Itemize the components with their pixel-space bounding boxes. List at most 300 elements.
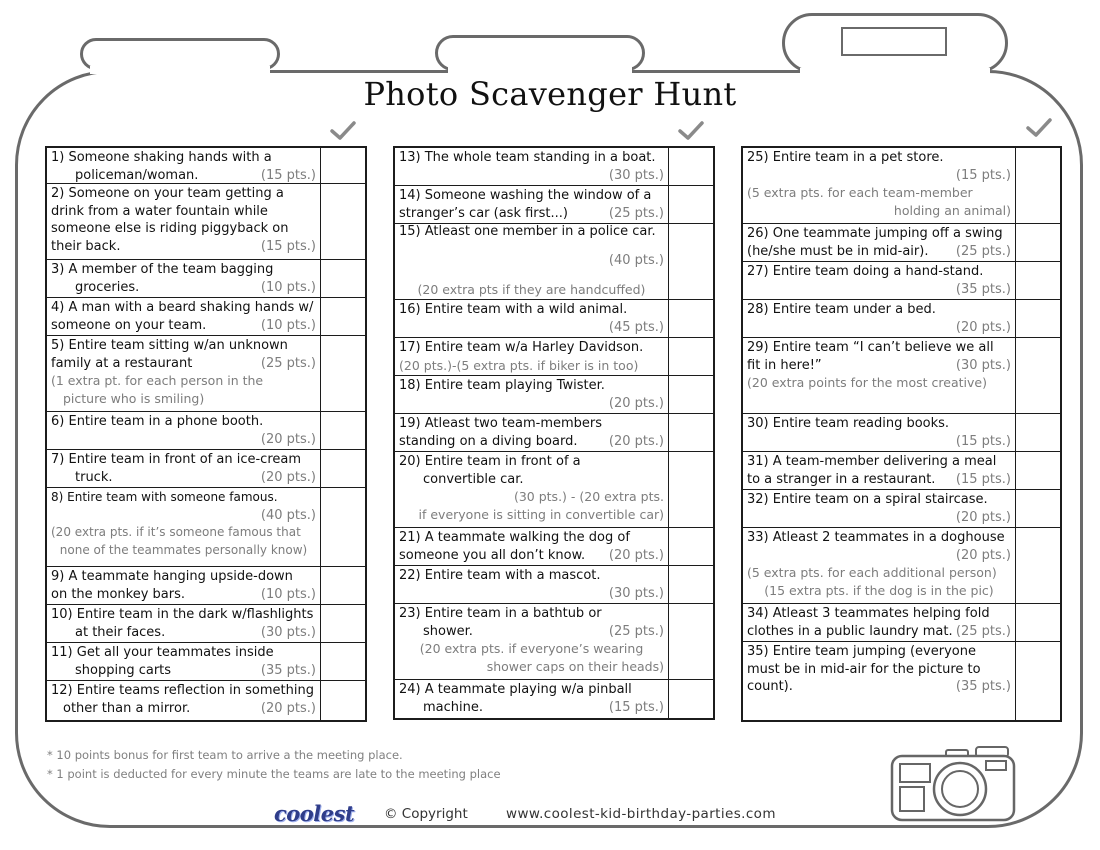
task-line — [51, 524, 316, 542]
check-box[interactable] — [321, 450, 365, 487]
task-line — [51, 682, 316, 700]
task-row — [395, 604, 713, 680]
task-line — [51, 568, 316, 586]
check-box[interactable] — [669, 528, 713, 565]
points-value: (10 pts.) — [260, 317, 316, 333]
task-text: 1) Someone shaking hands with a — [51, 150, 272, 165]
task-line — [747, 167, 1011, 185]
task-line — [747, 319, 1011, 337]
frame-joint — [448, 67, 632, 75]
task-text: 20) Entire team in front of a — [399, 454, 581, 469]
task-line — [747, 564, 1011, 582]
check-box[interactable] — [669, 338, 713, 375]
task-line — [51, 372, 316, 390]
task-row — [47, 488, 365, 567]
points-value: (15 pts.) — [955, 471, 1011, 487]
task-line — [399, 357, 664, 375]
task-line — [399, 471, 664, 489]
frame-hump-center — [435, 35, 645, 71]
check-box[interactable] — [1016, 262, 1060, 299]
check-box[interactable] — [669, 452, 713, 527]
task-row — [47, 184, 365, 260]
task-line — [747, 202, 1011, 220]
task-description — [743, 338, 1016, 413]
task-description — [47, 336, 321, 411]
task-line — [51, 337, 316, 355]
task-description — [47, 412, 321, 449]
task-row — [395, 338, 713, 376]
checkmark-icon — [1025, 117, 1053, 139]
task-description — [47, 567, 321, 604]
task-text: someone else is riding piggyback on — [51, 221, 289, 236]
check-box[interactable] — [1016, 338, 1060, 413]
check-box[interactable] — [669, 148, 713, 185]
task-line — [747, 471, 1011, 489]
task-description — [743, 604, 1016, 641]
task-text: 26) One teammate jumping off a swing — [747, 226, 1003, 241]
task-text: (5 extra pts. for each team-member — [747, 185, 973, 200]
task-text: 3) A member of the team bagging — [51, 262, 274, 277]
task-row — [395, 414, 713, 452]
points-value: (20 pts.) — [608, 433, 664, 449]
task-text: 18) Entire team playing Twister. — [399, 378, 605, 393]
task-line — [747, 623, 1011, 641]
task-description — [395, 604, 669, 679]
task-line — [399, 605, 664, 623]
task-description — [47, 184, 321, 259]
task-text: picture who is smiling) — [63, 390, 205, 406]
task-line — [747, 415, 1011, 433]
task-description — [743, 414, 1016, 451]
task-text: (20 extra pts. if it’s someone famous that — [51, 525, 301, 539]
task-row — [395, 300, 713, 338]
task-text: 9) A teammate hanging upside-down — [51, 569, 293, 584]
task-row — [47, 412, 365, 450]
task-line — [399, 658, 664, 676]
check-box[interactable] — [1016, 148, 1060, 223]
task-line — [747, 433, 1011, 451]
site-url: www.coolest-kid-birthday-parties.com — [506, 806, 776, 822]
task-description — [743, 262, 1016, 299]
check-box[interactable] — [669, 300, 713, 337]
task-text: standing on a diving board. — [399, 433, 578, 449]
points-value: (15 pts.) — [260, 238, 316, 254]
checkmark-icon — [329, 120, 357, 142]
task-line — [747, 301, 1011, 319]
task-description — [47, 643, 321, 680]
task-line — [747, 357, 1011, 375]
points-value: (15 pts.) — [955, 167, 1011, 183]
task-text: 34) Atleast 3 teammates helping fold — [747, 606, 990, 621]
task-row — [47, 567, 365, 605]
task-text: policeman/woman. — [75, 167, 199, 183]
task-row — [743, 490, 1060, 528]
task-text: shower caps on their heads) — [486, 658, 664, 674]
task-line — [399, 167, 664, 185]
task-line — [51, 431, 316, 449]
task-line — [399, 506, 664, 524]
task-description — [743, 642, 1016, 720]
task-line — [747, 281, 1011, 299]
task-line — [51, 279, 316, 297]
site-logo: coolest — [274, 801, 355, 826]
task-line — [747, 643, 1011, 661]
task-row — [743, 414, 1060, 452]
points-value: (25 pts.) — [955, 623, 1011, 639]
check-box[interactable] — [1016, 300, 1060, 337]
task-line — [399, 205, 664, 223]
task-text: 13) The whole team standing in a boat. — [399, 150, 656, 165]
task-line — [747, 453, 1011, 471]
points-value: (20 pts.) — [260, 700, 316, 716]
task-description — [743, 148, 1016, 223]
check-box[interactable] — [1016, 414, 1060, 451]
check-box[interactable] — [321, 336, 365, 411]
points-value: (10 pts.) — [260, 586, 316, 602]
task-line — [51, 606, 316, 624]
check-box[interactable] — [321, 643, 365, 680]
task-line — [51, 413, 316, 431]
task-row — [743, 262, 1060, 300]
task-line — [399, 377, 664, 395]
points-value: (35 pts.) — [955, 679, 1011, 694]
task-line — [399, 699, 664, 717]
points-value: (30 pts.) — [260, 624, 316, 640]
task-line — [399, 453, 664, 471]
task-description — [395, 376, 669, 413]
task-column-3 — [741, 146, 1062, 722]
points-value: (30 pts.) — [608, 167, 664, 183]
task-line — [747, 184, 1011, 202]
task-row — [395, 186, 713, 224]
points-value: (30 pts.) — [955, 357, 1011, 373]
task-line — [51, 167, 316, 185]
task-line — [399, 283, 664, 298]
task-line — [399, 433, 664, 451]
task-line — [747, 263, 1011, 281]
task-row — [395, 224, 713, 300]
task-text: 8) Entire team with someone famous. — [51, 490, 278, 504]
checkmark-icon — [677, 120, 705, 142]
check-box[interactable] — [669, 566, 713, 603]
task-row — [395, 566, 713, 604]
task-description — [395, 148, 669, 185]
frame-joint — [90, 66, 270, 74]
task-text: (5 extra pts. for each additional person) — [747, 565, 997, 580]
task-text: 4) A man with a beard shaking hands w/ — [51, 300, 314, 315]
check-box[interactable] — [321, 412, 365, 449]
task-line — [399, 149, 664, 167]
task-description — [395, 224, 669, 299]
task-row — [743, 452, 1060, 490]
points-value: (15 pts.) — [260, 167, 316, 183]
task-text: count). — [747, 679, 793, 694]
points-value: (15 pts.) — [608, 699, 664, 715]
check-box[interactable] — [321, 260, 365, 297]
task-row — [395, 528, 713, 566]
task-line — [399, 567, 664, 585]
task-text: shower. — [423, 623, 473, 639]
task-text: 28) Entire team under a bed. — [747, 302, 936, 317]
task-text: 16) Entire team with a wild animal. — [399, 302, 628, 317]
task-line — [51, 662, 316, 680]
task-line — [747, 509, 1011, 527]
points-value: (20 pts.) — [260, 431, 316, 447]
task-text: 29) Entire team “I can’t believe we all — [747, 340, 994, 355]
task-row — [395, 452, 713, 528]
task-line — [51, 317, 316, 335]
check-box[interactable] — [1016, 642, 1060, 720]
task-text: (1 extra pt. for each person in the — [51, 373, 264, 388]
check-box[interactable] — [669, 680, 713, 718]
task-line — [747, 678, 1011, 696]
task-text: someone you all don’t know. — [399, 547, 586, 563]
points-value: (20 pts.) — [260, 469, 316, 485]
check-box[interactable] — [1016, 604, 1060, 641]
points-value: (35 pts.) — [260, 662, 316, 678]
task-text: 10) Entire team in the dark w/flashlights — [51, 607, 314, 622]
task-text: 7) Entire team in front of an ice-cream — [51, 452, 302, 467]
task-line — [399, 269, 664, 284]
task-line — [399, 339, 664, 357]
task-row — [743, 604, 1060, 642]
check-box[interactable] — [1016, 224, 1060, 261]
task-line — [747, 374, 1011, 392]
task-text: drink from a water fountain while — [51, 203, 268, 219]
task-text: 5) Entire team sitting w/an unknown — [51, 338, 288, 353]
task-description — [395, 300, 669, 337]
task-line — [747, 582, 1011, 600]
points-value: (45 pts.) — [608, 319, 664, 335]
bonus-notes — [47, 746, 501, 784]
task-text: 19) Atleast two team-members — [399, 416, 603, 431]
points-value: (20 pts.) — [955, 547, 1011, 563]
task-line — [51, 451, 316, 469]
task-text: to a stranger in a restaurant. — [747, 471, 936, 487]
task-line — [51, 700, 316, 718]
task-text: clothes in a public laundry mat. — [747, 623, 953, 639]
check-box[interactable] — [321, 298, 365, 335]
task-line — [747, 225, 1011, 243]
task-line — [399, 319, 664, 337]
task-line — [51, 507, 316, 525]
task-line — [399, 640, 664, 658]
task-text: fit in here!” — [747, 357, 822, 373]
points-value: (20 pts.) — [608, 547, 664, 563]
task-line — [747, 243, 1011, 261]
task-text: (15 extra pts. if the dog is in the pic) — [764, 582, 994, 598]
task-text: 24) A teammate playing w/a pinball — [399, 682, 632, 697]
task-row — [743, 338, 1060, 414]
points-value: (40 pts.) — [608, 254, 664, 268]
task-text: (20 extra pts. if everyone’s wearing — [419, 641, 644, 656]
task-line — [399, 623, 664, 641]
task-description — [395, 186, 669, 223]
points-value: (20 pts.) — [955, 319, 1011, 335]
task-line — [399, 547, 664, 565]
task-description — [395, 528, 669, 565]
points-value: (10 pts.) — [260, 279, 316, 295]
task-description — [47, 681, 321, 720]
check-box[interactable] — [669, 376, 713, 413]
task-text: 2) Someone on your team getting a — [51, 186, 284, 201]
task-line — [399, 529, 664, 547]
task-text: (he/she must be in mid-air). — [747, 243, 929, 259]
task-text: 15) Atleast one member in a police car. — [399, 225, 656, 239]
points-value: (40 pts.) — [260, 507, 316, 523]
points-value: (25 pts.) — [608, 623, 664, 639]
task-text: if everyone is sitting in convertible car) — [418, 506, 664, 522]
task-text: on the monkey bars. — [51, 586, 186, 602]
task-column-2 — [393, 146, 715, 720]
task-text: none of the teammates personally know) — [59, 542, 308, 557]
task-row — [47, 681, 365, 720]
task-description — [47, 605, 321, 642]
task-text: truck. — [75, 469, 113, 485]
task-text: must be in mid-air for the picture to — [747, 661, 981, 677]
task-row — [743, 642, 1060, 720]
points-value: (20 pts.) — [955, 509, 1011, 525]
task-row — [743, 528, 1060, 604]
task-text: (30 pts.) - (20 extra pts. — [513, 489, 664, 504]
points-value: (25 pts.) — [955, 243, 1011, 259]
task-text: 35) Entire team jumping (everyone — [747, 644, 976, 659]
task-text: stranger’s car (ask first...) — [399, 205, 568, 221]
task-text: someone on your team. — [51, 317, 207, 333]
task-line — [51, 644, 316, 662]
task-description — [47, 260, 321, 297]
points-value: (30 pts.) — [608, 585, 664, 601]
copyright-text: © Copyright — [384, 806, 468, 822]
task-line — [399, 395, 664, 413]
task-line — [747, 339, 1011, 357]
check-box[interactable] — [1016, 528, 1060, 603]
check-box[interactable] — [669, 414, 713, 451]
task-row — [47, 643, 365, 681]
task-line — [51, 238, 316, 256]
task-description — [743, 224, 1016, 261]
task-text: 27) Entire team doing a hand-stand. — [747, 264, 984, 279]
task-text: 33) Atleast 2 teammates in a doghouse — [747, 530, 1005, 545]
task-text: shopping carts — [75, 662, 172, 678]
check-box[interactable] — [321, 148, 365, 183]
task-line — [399, 240, 664, 255]
task-text: other than a mirror. — [63, 700, 191, 716]
check-box[interactable] — [1016, 490, 1060, 527]
camera-icon — [890, 745, 1018, 823]
check-box[interactable] — [1016, 452, 1060, 489]
note-line: * 1 point is deducted for every minute the teams are late to the meeting place — [47, 767, 501, 781]
task-text: (20 pts.)-(5 extra pts. if biker is in too) — [399, 357, 639, 373]
task-text: 17) Entire team w/a Harley Davidson. — [399, 340, 644, 355]
task-description — [47, 298, 321, 335]
task-row — [743, 224, 1060, 262]
task-row — [47, 450, 365, 488]
task-line — [747, 661, 1011, 679]
points-value: (15 pts.) — [955, 433, 1011, 449]
task-row — [743, 148, 1060, 224]
task-description — [743, 452, 1016, 489]
check-box[interactable] — [321, 488, 365, 566]
task-description — [47, 488, 321, 566]
task-description — [395, 338, 669, 375]
task-description — [395, 414, 669, 451]
task-row — [47, 605, 365, 643]
task-line — [51, 624, 316, 642]
task-row — [395, 680, 713, 718]
task-line — [51, 390, 316, 408]
check-box[interactable] — [669, 604, 713, 679]
task-description — [743, 490, 1016, 527]
task-line — [747, 605, 1011, 623]
task-text: 6) Entire team in a phone booth. — [51, 414, 264, 429]
task-description — [395, 452, 669, 527]
task-description — [395, 680, 669, 718]
task-line — [51, 355, 316, 373]
page-title: Photo Scavenger Hunt — [363, 75, 737, 113]
task-text: groceries. — [75, 279, 140, 295]
task-description — [743, 300, 1016, 337]
task-line — [399, 225, 664, 240]
task-description — [47, 450, 321, 487]
task-line — [51, 149, 316, 167]
task-line — [747, 491, 1011, 509]
task-text: 23) Entire team in a bathtub or — [399, 606, 602, 621]
check-box[interactable] — [669, 224, 713, 299]
check-box[interactable] — [321, 184, 365, 259]
task-line — [747, 149, 1011, 167]
task-row — [47, 148, 365, 184]
note-line: * 10 points bonus for first team to arrive a the meeting place. — [47, 748, 403, 762]
task-description — [47, 148, 321, 183]
task-line — [51, 469, 316, 487]
check-box[interactable] — [321, 567, 365, 604]
task-text: convertible car. — [423, 471, 524, 487]
task-line — [51, 203, 316, 221]
points-value: (20 pts.) — [608, 395, 664, 411]
task-row — [47, 298, 365, 336]
task-line — [51, 220, 316, 238]
task-text: machine. — [423, 699, 483, 715]
task-row — [395, 148, 713, 186]
task-description — [395, 566, 669, 603]
task-text: 32) Entire team on a spiral staircase. — [747, 492, 988, 507]
task-line — [399, 301, 664, 319]
task-line — [51, 542, 316, 560]
task-line — [51, 299, 316, 317]
points-value: (25 pts.) — [608, 205, 664, 221]
points-value: (25 pts.) — [260, 355, 316, 371]
task-text: 30) Entire team reading books. — [747, 416, 950, 431]
task-line — [399, 681, 664, 699]
check-box[interactable] — [669, 186, 713, 223]
task-text: holding an animal) — [893, 202, 1011, 218]
task-text: 22) Entire team with a mascot. — [399, 568, 601, 583]
task-line — [51, 185, 316, 203]
task-text: 14) Someone washing the window of a — [399, 188, 652, 203]
task-row — [395, 376, 713, 414]
task-text: their back. — [51, 238, 121, 254]
check-box[interactable] — [321, 681, 365, 720]
check-box[interactable] — [321, 605, 365, 642]
task-text: 31) A team-member delivering a meal — [747, 454, 997, 469]
task-line — [747, 547, 1011, 565]
task-column-1 — [45, 146, 367, 722]
task-text: 21) A teammate walking the dog of — [399, 530, 630, 545]
task-line — [399, 488, 664, 506]
task-line — [747, 529, 1011, 547]
task-text: (20 extra points for the most creative) — [747, 375, 987, 390]
